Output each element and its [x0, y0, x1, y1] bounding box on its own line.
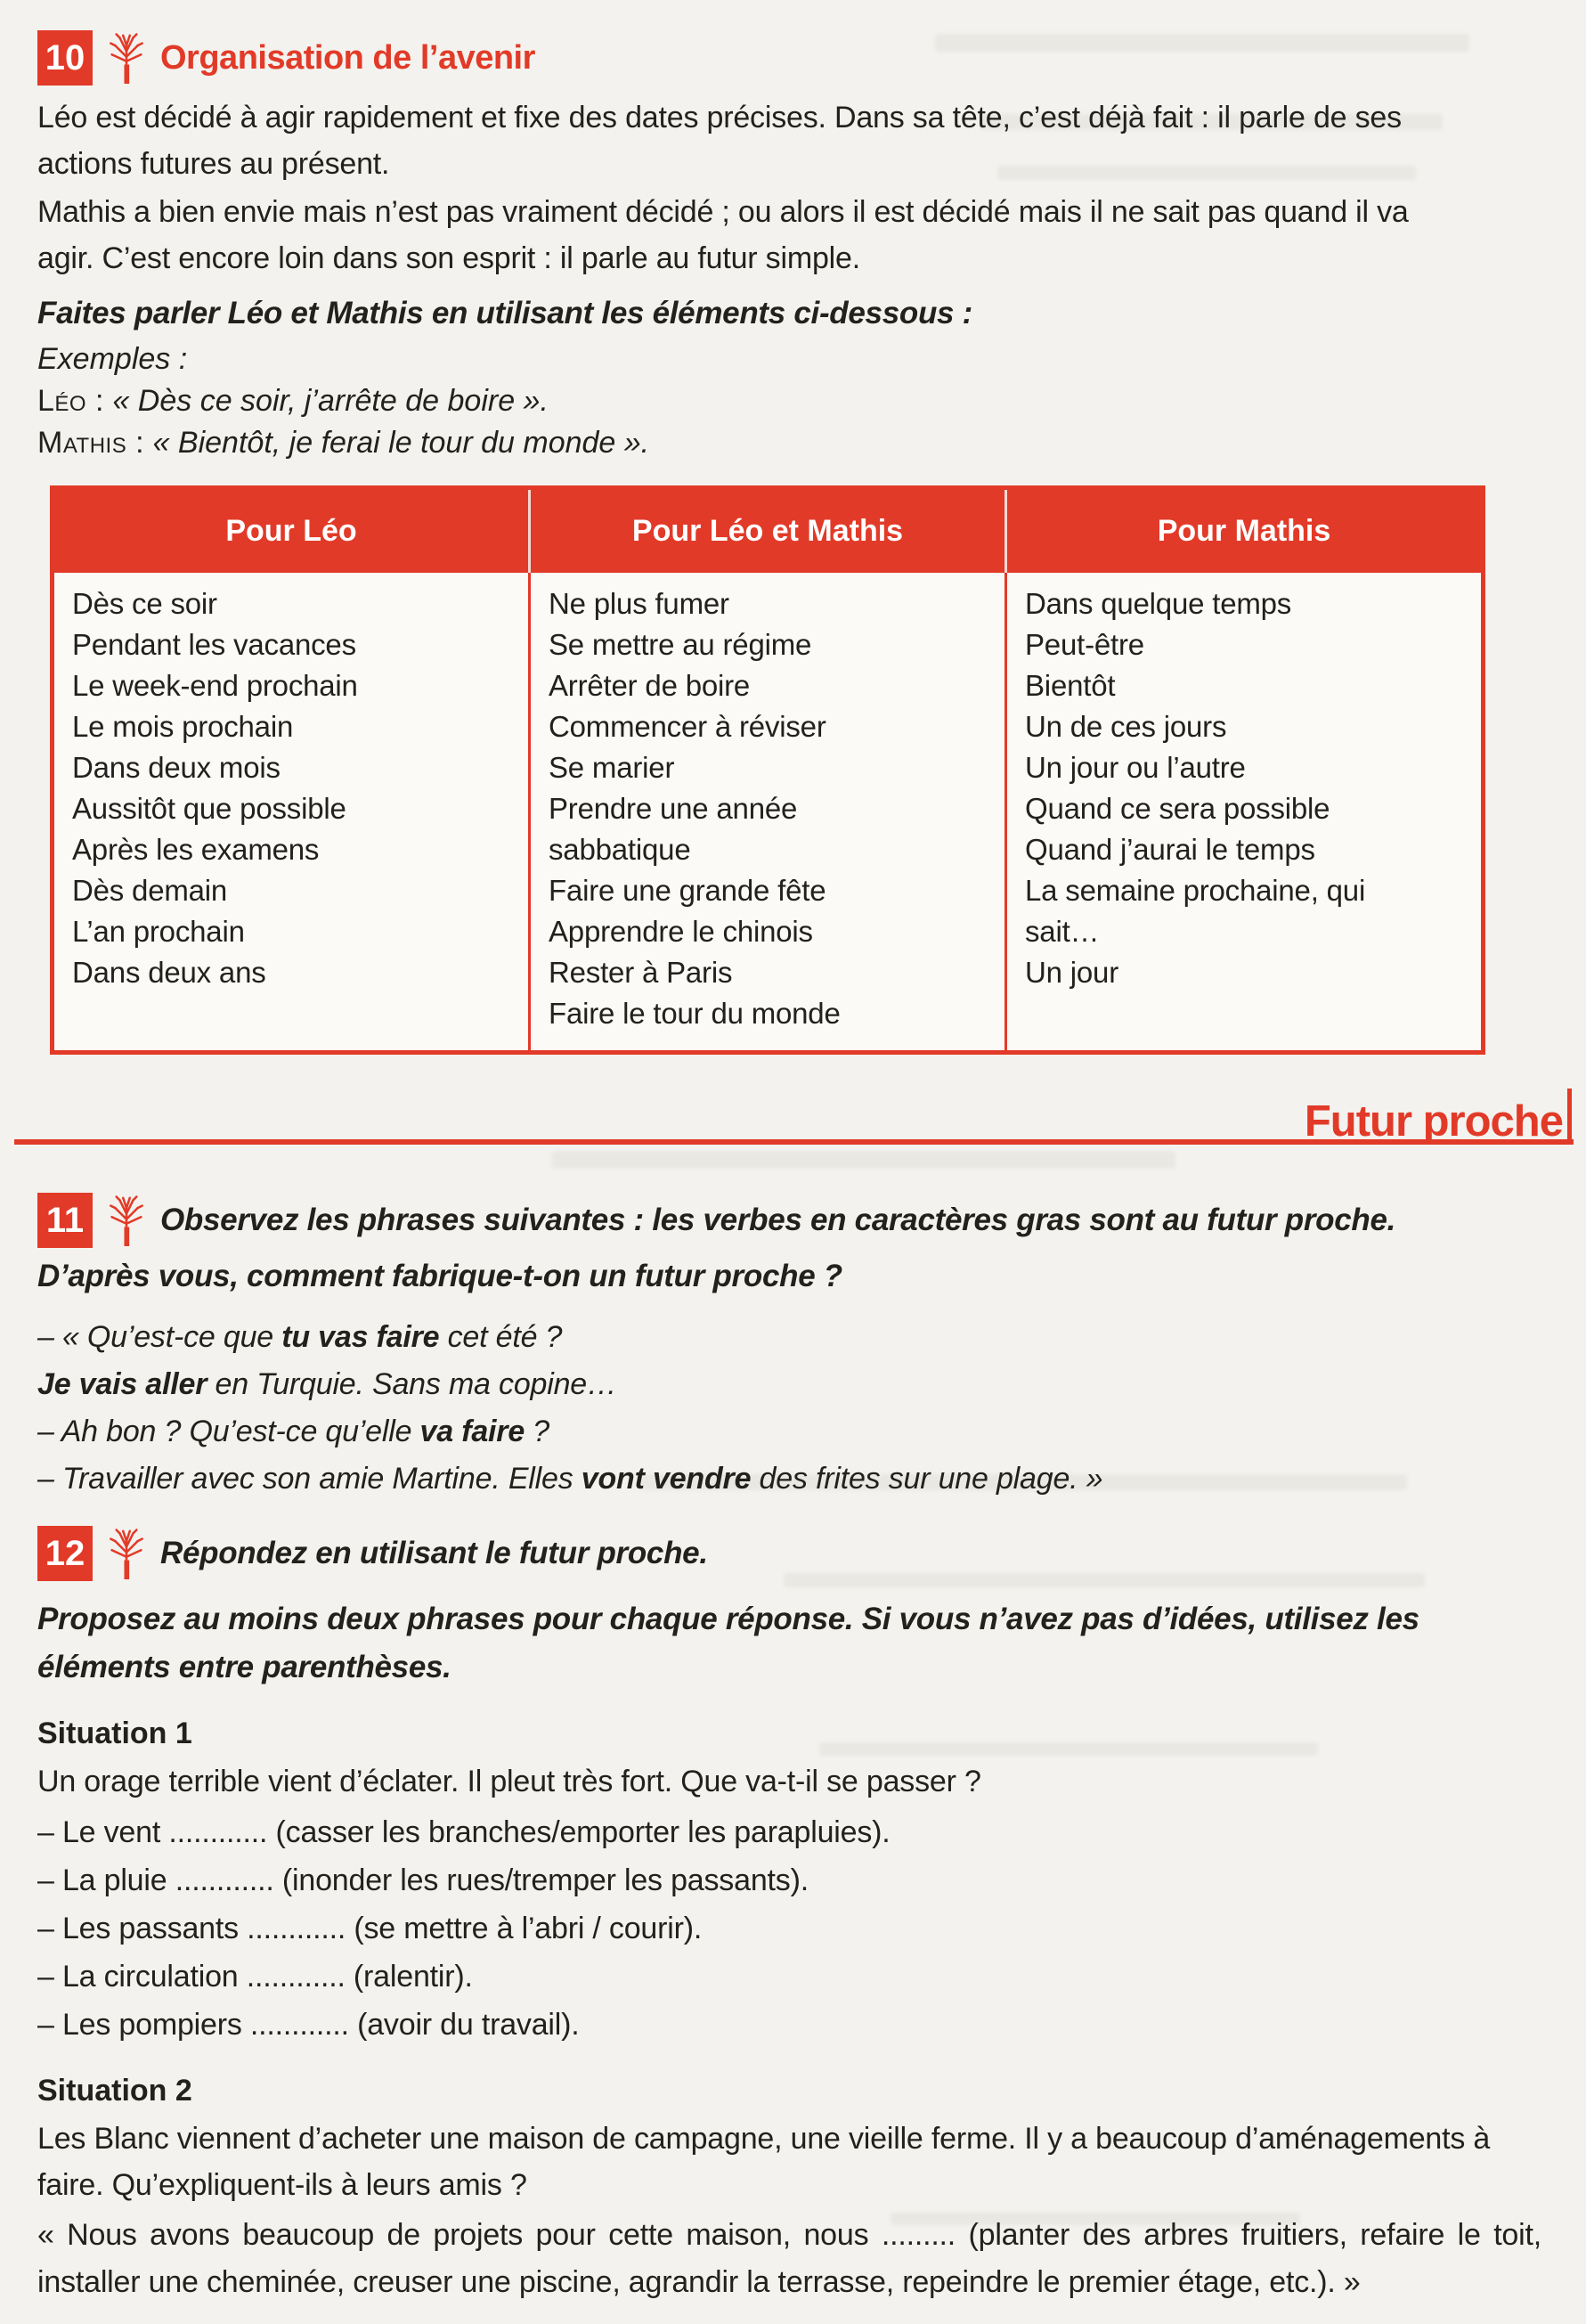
tree-icon [107, 1528, 146, 1579]
examples-label: Exemples : [37, 342, 188, 376]
futur-proche-verb: Je vais aller [37, 1367, 207, 1401]
table-cell-line: Un jour ou l’autre [1025, 751, 1246, 784]
table-cell-line: Prendre une année sabbatique [549, 792, 798, 866]
example-text: « Dès ce soir, j’arrête de boire ». [112, 384, 549, 418]
table-cell-line: Aussitôt que possible [72, 792, 346, 825]
dialogue-line: – Ah bon ? Qu’est-ce qu’elle va faire ? [37, 1415, 549, 1448]
example-text: « Bientôt, je ferai le tour du monde ». [152, 426, 650, 460]
situation-2-quote: « Nous avons beaucoup de projets pour cette maison, nous ......... (planter des arbres fruitiers, refaire le toit, installer une cheminée, creuser une piscine, agrandir la terrasse, repeindre le premier étage, etc.). » [37, 2218, 1541, 2299]
dialogue-line: – « Qu’est-ce que tu vas faire cet été ? [37, 1320, 563, 1354]
exercise-12-header [37, 1526, 1541, 1581]
exercise-11-header [37, 1193, 1541, 1248]
example-line-mathis [37, 426, 1541, 461]
intro-paragraph-mathis: Mathis a bien envie mais n’est pas vraiment décidé ; ou alors il est décidé mais il ne sait pas quand il va agir. C’est encore loin dans son esprit : il parle au futur simple. [37, 195, 1409, 275]
exercise-10-number-badge: 10 [37, 30, 93, 86]
table-cell-line: Commencer à réviser [549, 710, 826, 743]
exercise-12-note: Proposez au moins deux phrases pour chaque réponse. Si vous n’avez pas d’idées, utilisez les éléments entre parenthèses. [37, 1602, 1419, 1684]
speaker-label: Mathis : [37, 426, 145, 460]
exercise-10-title: Organisation de l’avenir [160, 38, 535, 77]
table-cell-line: Se mettre au régime [549, 628, 812, 661]
table-cell-line: Peut-être [1025, 628, 1144, 661]
list-item: – La pluie ............ (inonder les rues/tremper les passants). [37, 1863, 809, 1897]
dialogue-line: Je vais aller en Turquie. Sans ma copine… [37, 1367, 617, 1401]
situation-2-intro: Les Blanc viennent d’acheter une maison de campagne, une vieille ferme. Il y a beaucoup d’aménagements à faire. Qu’expliquent-ils à leurs amis ? [37, 2122, 1491, 2202]
table-cell-line: Apprendre le chinois [549, 915, 813, 948]
table-cell-line: Dans deux ans [72, 956, 266, 989]
section-heading-futur-proche: Futur proche [1304, 1097, 1563, 1146]
table-cell-line: Après les examens [72, 833, 320, 866]
speaker-label: Léo : [37, 384, 104, 418]
list-item: – Les pompiers ............ (avoir du travail). [37, 2008, 580, 2042]
exercise-11-instruction-line2: D’après vous, comment fabrique-t-on un futur proche ? [37, 1259, 842, 1293]
table-column-pour-leo-et-mathis [528, 573, 1004, 1050]
table-cell-line: La semaine prochaine, qui sait… [1025, 874, 1366, 948]
table-cell-line: Un de ces jours [1025, 710, 1227, 743]
table-cell-line: Un jour [1025, 956, 1118, 989]
table-header-pour-leo: Pour Léo [225, 514, 357, 548]
table-cell-line: Le week-end prochain [72, 669, 358, 702]
table-cell-line: Se marier [549, 751, 675, 784]
situation-1-intro: Un orage terrible vient d’éclater. Il pleut très fort. Que va-t-il se passer ? [37, 1765, 981, 1798]
elements-table [50, 485, 1485, 1055]
dialogue-block [37, 1314, 1541, 1503]
exercise-10-header [37, 30, 1541, 86]
exercise-10-instruction: Faites parler Léo et Mathis en utilisant les éléments ci-dessous : [37, 296, 972, 330]
table-column-pour-mathis [1004, 573, 1481, 1050]
table-cell-line: Ne plus fumer [549, 587, 729, 620]
exercise-11-instruction-line1: Observez les phrases suivantes : les verbes en caractères gras sont au futur proche. [160, 1203, 1396, 1237]
intro-paragraph-leo: Léo est décidé à agir rapidement et fixe des dates précises. Dans sa tête, c’est déjà fait : il parle de ses actions futures au présent. [37, 101, 1402, 181]
exercise-12-instruction: Répondez en utilisant le futur proche. [160, 1536, 708, 1570]
situation-2-heading: Situation 2 [37, 2074, 192, 2108]
table-cell-line: Dès ce soir [72, 587, 217, 620]
table-cell-line: Le mois prochain [72, 710, 294, 743]
table-cell-line: L’an prochain [72, 915, 245, 948]
futur-proche-verb: va faire [419, 1415, 525, 1448]
list-item: – Le vent ............ (casser les branches/emporter les parapluies). [37, 1815, 891, 1849]
table-header-pour-mathis: Pour Mathis [1004, 490, 1481, 573]
table-cell-line: Faire le tour du monde [549, 997, 841, 1030]
table-cell-line: Rester à Paris [549, 956, 733, 989]
table-cell-line: Dans deux mois [72, 751, 281, 784]
table-cell-line: Faire une grande fête [549, 874, 826, 907]
futur-proche-verb: vont vendre [581, 1462, 752, 1496]
futur-proche-verb: tu vas faire [281, 1320, 440, 1354]
table-column-pour-leo [54, 573, 528, 1050]
table-body [54, 573, 1481, 1050]
section-rule-tick [1567, 1089, 1572, 1144]
table-cell-line: Quand ce sera possible [1025, 792, 1330, 825]
table-header-row [54, 490, 1481, 573]
table-cell-line: Arrêter de boire [549, 669, 751, 702]
futur-proche-section-rule [14, 1089, 1574, 1145]
table-header-pour-leo-et-mathis: Pour Léo et Mathis [528, 490, 1004, 573]
situation-1-heading: Situation 1 [37, 1716, 192, 1750]
table-cell-line: Bientôt [1025, 669, 1116, 702]
example-line-leo [37, 384, 1541, 419]
exercise-11-number-badge: 11 [37, 1193, 93, 1248]
table-cell-line: Quand j’aurai le temps [1025, 833, 1315, 866]
table-cell-line: Dès demain [72, 874, 228, 907]
tree-icon [107, 1195, 146, 1246]
tree-icon [107, 32, 146, 84]
list-item: – La circulation ............ (ralentir). [37, 1960, 473, 1994]
table-cell-line: Dans quelque temps [1025, 587, 1292, 620]
situation-1-list [37, 1808, 1541, 2049]
dialogue-line: – Travailler avec son amie Martine. Elles vont vendre des frites sur une plage. » [37, 1462, 1103, 1496]
list-item: – Les passants ............ (se mettre à l’abri / courir). [37, 1912, 703, 1945]
table-cell-line: Pendant les vacances [72, 628, 356, 661]
exercise-12-number-badge: 12 [37, 1526, 93, 1581]
